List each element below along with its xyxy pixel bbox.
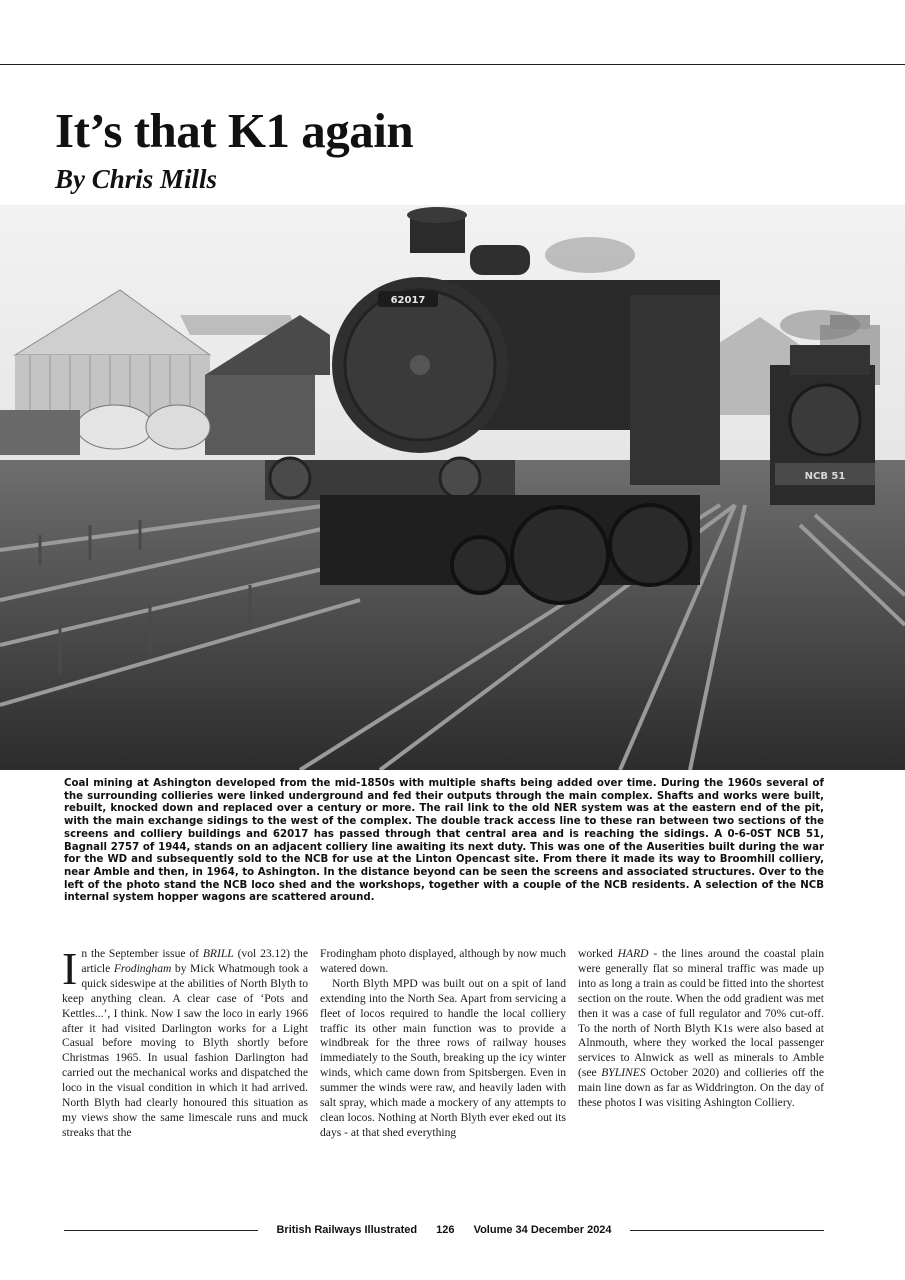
footer-text — [258, 1224, 629, 1236]
top-rule — [0, 64, 905, 65]
footer-rule-right — [630, 1230, 824, 1231]
footer-page-number: 126 — [436, 1224, 455, 1236]
article-body — [62, 943, 824, 1172]
page-footer — [64, 1222, 824, 1238]
footer-publication: British Railways Illustrated — [276, 1224, 418, 1236]
body-column-1 — [62, 943, 308, 1172]
side-loco-plate: NCB 51 — [804, 471, 846, 482]
col1-em-frodingham: Frodingham — [113, 961, 172, 975]
col1-text-a: n the September issue of — [81, 947, 203, 960]
col3-em-bylines: BYLINES — [601, 1066, 646, 1080]
footer-rule-left — [64, 1230, 258, 1231]
col3-text-b: - the lines around the coastal plain were generally flat so mineral traffic was made up into as long a train as could be fitted into the shortest section on the route. When the odd gradient was met then it was a case of full regulator and 70% cut-off. To the north of North Blyth K1s were also based at Alnmouth, where they worked the local passenger services to Alnwick as well as minerals to Amble (see — [578, 947, 824, 1080]
col3-text-a: worked — [578, 947, 618, 960]
body-column-2 — [320, 947, 566, 1172]
photo-caption: Coal mining at Ashington developed from the mid-1850s with multiple shafts being added over time. During the 1960s several of the surrounding collieries were linked underground and fed their outputs through the main complex. Shafts and works were built, rebuilt, knocked down and replaced over a century or more. The rail link to the old NER system was at the eastern end of the pit, with the main exchange sidings to the west of the complex. The double track access line to these ran between two sections of the screens and colliery buildings and 62017 has passed through that central area and is reaching the sidings. A 0-6-0ST NCB 51, Bagnall 2757 of 1944, stands on an adjacent colliery line awaiting its next duty. This was one of the Auserities built during the war for the WD and subsequently sold to the NCB for use at the Linton Opencast site. From there it made its way to Broomhill colliery, near Amble and then, in 1964, to Ashington. In the distance beyond can be seen the screens and associated structures. Over to the left of the photo stand the NCB loco shed and the workshops, together with a couple of the NCB residents. A selection of the NCB internal system hopper wagons are scattered around. — [64, 778, 824, 904]
col3-em-hard: HARD — [617, 947, 649, 960]
col2-paragraph-2: North Blyth MPD was built out on a spit of land extending into the North Sea. Apart from servicing a fleet of locos required to handle the local colliery traffic its other main function was to provide a windbreak for the three rows of railway houses immediately to the South, breaking up the icy winter winds, which came down from Spitsbergen. Even in summer the winds were raw, and heavily laden with salt spray, which made a mockery of any attempts to clean locos. Nothing at North Blyth ever eked out its days - at that shed everything — [320, 976, 566, 1139]
body-column-3 — [578, 947, 824, 1172]
footer-issue: Volume 34 December 2024 — [473, 1224, 612, 1236]
smokebox-number-plate: 62017 — [390, 295, 426, 306]
article-byline: By Chris Mills — [55, 164, 218, 194]
col3-text-c: October 2020) and collieries off the main line down as far as Widdrington. On the day of these photos I was visiting Ashington Colliery. — [578, 1066, 824, 1110]
drop-cap: I — [62, 943, 78, 994]
article-title: It’s that K1 again — [55, 103, 414, 158]
col1-em-brill: BRILL — [202, 947, 234, 960]
locomotive-photo-illustration — [0, 205, 905, 770]
col1-text-b: (vol 23.12) the article — [81, 947, 308, 975]
article-photo — [0, 205, 905, 770]
col2-paragraph-1: Frodingham photo displayed, although by now much watered down. — [320, 947, 566, 975]
col1-text-c: by Mick Whatmough took a quick sideswipe at the abilities of North Blyth to keep anything clean. A clear case of ‘Pots and Kettles...’, I think. Now I saw the loco in early 1966 after it had visited Darlington works for a Light Casual before moving to Blyth shortly before Christmas 1965. In usual fashion Darlington had carried out the mechanical works and dispatched the loco in the visual condition in which it had arrived. North Blyth had clearly honoured this situation as my views show the same limescale runs and muck streaks that the — [62, 961, 308, 1139]
